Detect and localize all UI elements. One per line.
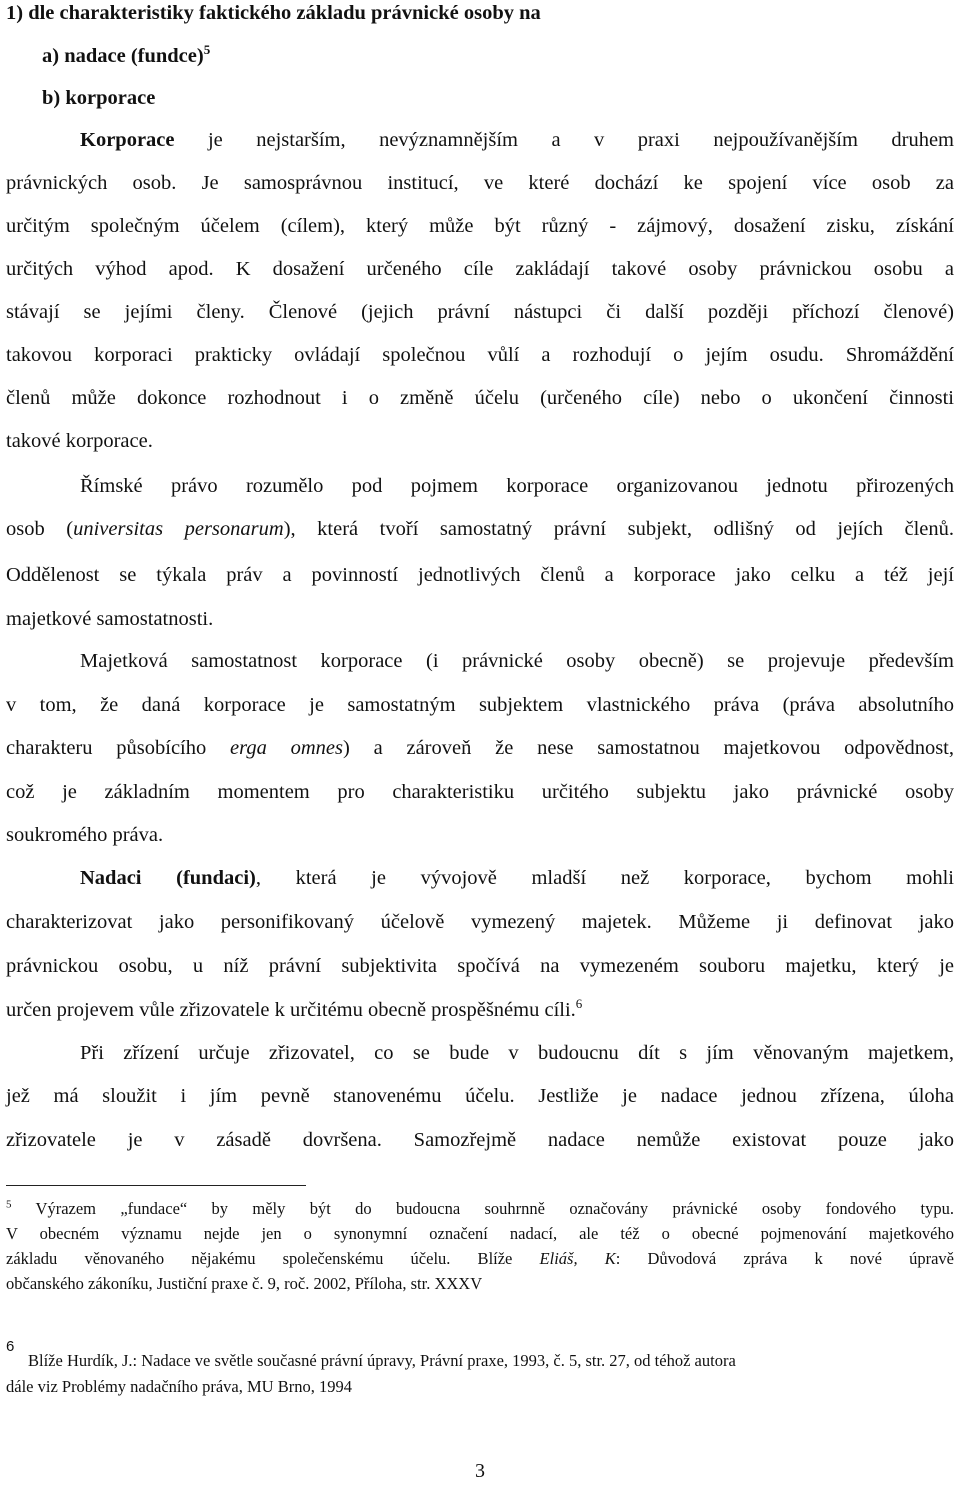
paragraph-line: právnických osob. Je samosprávnou institucí, ve které dochází ke spojení více osob za (6, 172, 954, 194)
item-a-text: a) nadace (fundce) (42, 45, 204, 67)
footnote-5-line: občanského zákoníku, Justiční praxe č. 9, roč. 2002, Příloha, str. XXXV (6, 1274, 483, 1293)
footnote-5-line: V obecném významu nejde jen o synonymní označení nadací, ale též o obecné pojmenování majetkového (6, 1224, 954, 1243)
item-b-text: b) korporace (42, 87, 156, 109)
paragraph-line: určitým společným účelem (cílem), který může být různý - zájmový, dosažení zisku, získání (6, 215, 954, 237)
footnote-6-line: dále viz Problémy nadačního práva, MU Brno, 1994 (6, 1377, 352, 1396)
paragraph-line: právnickou osobu, u níž právní subjektivita spočívá na vymezeném souboru majetku, který je (6, 955, 954, 977)
paragraph-line: takovou korporaci prakticky ovládají společnou vůlí a rozhodují o jejím osudu. Shromáždění (6, 344, 954, 366)
page-number: 3 (475, 1460, 485, 1482)
line-text: charakteru působícího (6, 737, 231, 759)
paragraph-line: Římské právo rozumělo pod pojmem korporace organizovanou jednotu přirozených (80, 475, 954, 497)
line-text: , která je vývojově mladší než korporace, bychom mohli (255, 867, 954, 889)
paragraph-line (6, 997, 954, 1023)
footnote-5-line (6, 1248, 954, 1269)
italic-term: universitas personarum (73, 518, 284, 540)
paragraph-line: Oddělenost se týkala práv a povinností jednotlivých členů a korporace jako celku a též její (6, 564, 954, 586)
footnote-5-line (6, 1198, 954, 1219)
paragraph-line: takové korporace. (6, 430, 153, 452)
footnote-text: Výrazem „fundace“ by měly být do budoucna souhrnně označovány právnické osoby fondového typu. (35, 1199, 954, 1218)
heading-text: 1) dle charakteristiky faktického základu právnické osoby na (6, 2, 541, 24)
paragraph-line: což je základním momentem pro charakteristiku určitého subjektu jako právnické osoby (6, 781, 954, 803)
line-text: je nejstarším, nevýznamnějším a v praxi nejpoužívanějším druhem (207, 129, 955, 151)
footnote-mark: 5 (6, 1198, 12, 1211)
list-item-a (42, 43, 942, 69)
footnote-ref-5: 5 (203, 42, 211, 58)
line-text: určen projevem vůle zřizovatele k určitému obecně prospěšnému cíli. (6, 999, 576, 1021)
list-item-b (42, 85, 942, 111)
paragraph-line (6, 516, 954, 542)
paragraph-line: Při zřízení určuje zřizovatel, co se bude v budoucnu dít s jím věnovaným majetkem, (80, 1042, 954, 1064)
bold-term: Nadaci (fundaci) (80, 867, 256, 889)
paragraph-line (80, 127, 954, 153)
italic-term: Eliáš, K (539, 1249, 616, 1268)
footnote-separator (6, 1185, 306, 1186)
paragraph-line (6, 735, 954, 761)
italic-term: erga omnes (230, 737, 343, 759)
paragraph-line: stávají se jejími členy. Členové (jejich právní nástupci či další později příchozí členové) (6, 301, 954, 323)
bold-term: Korporace (80, 129, 175, 151)
footnote-mark-6: 6 (6, 1338, 15, 1355)
footnote-6-line: Blíže Hurdík, J.: Nadace ve světle současné právní úpravy, Právní praxe, 1993, č. 5, str. 27, od téhož autora (28, 1351, 736, 1370)
paragraph-line (80, 865, 954, 891)
line-text: osob ( (6, 518, 74, 540)
line-text: ) a zároveň že nese samostatnou majetkovou odpovědnost, (343, 737, 955, 759)
paragraph-line: jež má sloužit i jím pevně stanovenému účelu. Jestliže je nadace jednou zřízena, úloha (6, 1085, 954, 1107)
footnote-ref-6: 6 (575, 996, 583, 1012)
paragraph-line: Majetková samostatnost korporace (i právnické osoby obecně) se projevuje především (80, 650, 954, 672)
paragraph-line: členů může dokonce rozhodnout i o změně účelu (určeného cíle) nebo o ukončení činnosti (6, 387, 954, 409)
paragraph-line: zřizovatele je v zásadě dovršena. Samozřejmě nadace nemůže existovat pouze jako (6, 1129, 954, 1151)
paragraph-line: soukromého práva. (6, 824, 164, 846)
paragraph-line: určitých výhod apod. K dosažení určeného cíle zakládají takové osoby právnickou osobu a (6, 258, 954, 280)
paragraph-line: majetkové samostatnosti. (6, 608, 214, 630)
paragraph-line: charakterizovat jako personifikovaný účelově vymezený majetek. Můžeme ji definovat jako (6, 911, 954, 933)
section-heading (6, 0, 954, 26)
line-text: ), která tvoří samostatný právní subjekt, odlišný od jejích členů. (283, 518, 954, 540)
footnote-text: : Důvodová zpráva k nové úpravě (615, 1249, 954, 1268)
footnote-text: základu věnovaného nějakému společenskému účelu. Blíže (6, 1249, 540, 1268)
paragraph-line: v tom, že daná korporace je samostatným subjektem vlastnického práva (práva absolutního (6, 694, 954, 716)
